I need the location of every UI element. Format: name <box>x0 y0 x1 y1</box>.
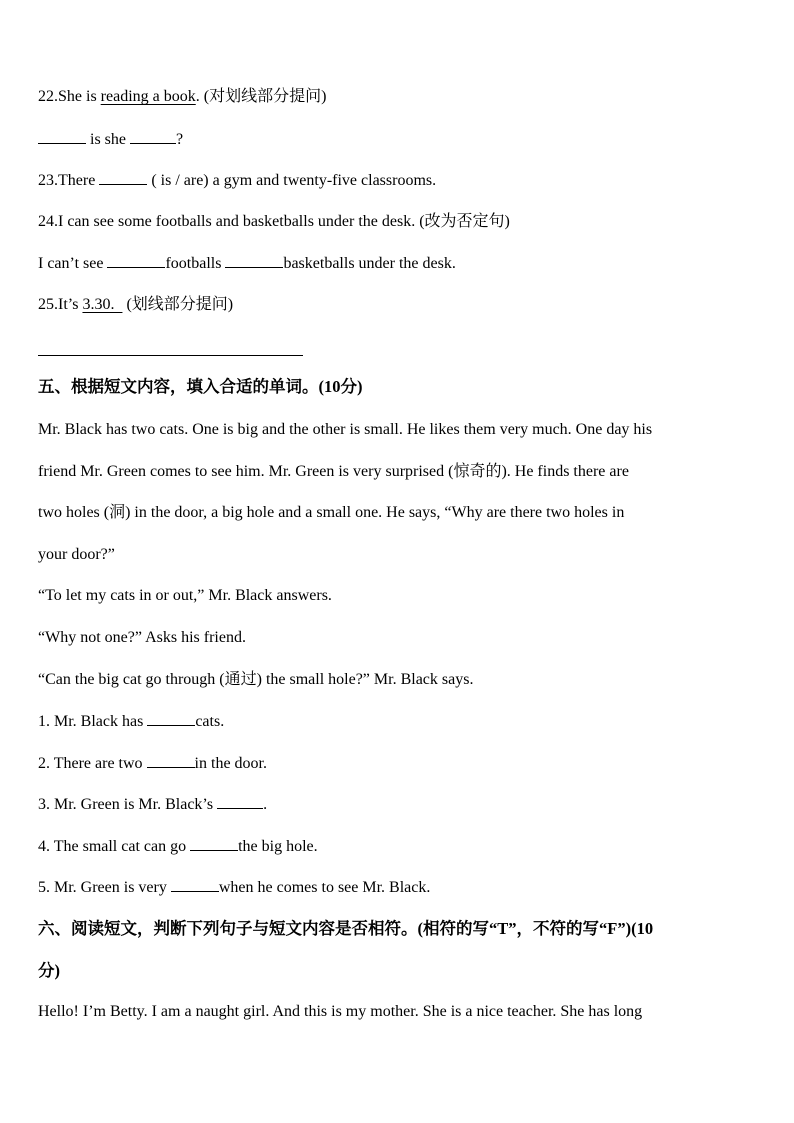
q25-instruction: (划线部分提问) <box>122 296 234 313</box>
answer-blank[interactable] <box>171 877 219 892</box>
question-24 <box>38 212 764 232</box>
section-5-heading: 五、根据短文内容，填入合适的单词。(10分) <box>38 377 363 396</box>
answer-blank[interactable] <box>107 253 165 268</box>
answer-blank[interactable] <box>147 753 195 768</box>
question-25 <box>38 295 764 315</box>
answer-blank[interactable] <box>217 794 263 809</box>
answer-blank[interactable] <box>190 836 238 851</box>
item-text-end: in the door. <box>194 755 267 772</box>
item-text-end: when he comes to see Mr. Black. <box>218 879 431 896</box>
passage-6-line: Hello! I’m Betty. I am a naught girl. And this is my mother. She is a nice teacher. She has long <box>38 1003 643 1020</box>
q22-instruction: . (对划线部分提问) <box>195 88 327 105</box>
q25-underlined: 3.30. <box>82 296 123 313</box>
passage-5-line: “To let my cats in or out,” Mr. Black answers. <box>38 587 332 604</box>
q23-rest: ( is / are) a gym and twenty-five classrooms. <box>147 172 437 189</box>
item-5-3 <box>38 794 764 815</box>
answer-blank[interactable] <box>147 711 195 726</box>
item-text: 1. Mr. Black has <box>38 713 148 730</box>
q24-text: 24.I can see some footballs and basketballs under the desk. (改为否定句) <box>38 213 510 230</box>
q22-answer-text: is she <box>90 131 130 148</box>
q24-answer-pre: I can’t see <box>38 255 108 272</box>
section-6-heading: 六、阅读短文，判断下列句子与短文内容是否相符。(相符的写“T”，不符的写“F”)(10 <box>38 919 654 938</box>
item-text: 4. The small cat can go <box>38 838 191 855</box>
answer-blank[interactable] <box>130 129 176 144</box>
item-5-4 <box>38 836 764 857</box>
question-23 <box>38 170 764 191</box>
item-5-5 <box>38 877 764 898</box>
passage-5-line: “Can the big cat go through (通过) the small hole?” Mr. Black says. <box>38 671 474 688</box>
item-text: 5. Mr. Green is very <box>38 879 171 896</box>
answer-blank[interactable] <box>38 129 86 144</box>
answer-blank[interactable] <box>225 253 283 268</box>
passage-5-line: friend Mr. Green comes to see him. Mr. Green is very surprised (惊奇的). He finds there are <box>38 463 629 480</box>
item-5-2 <box>38 753 764 774</box>
question-22-answer <box>38 129 764 150</box>
passage-5-line: “Why not one?” Asks his friend. <box>38 629 246 646</box>
q24-answer-end: basketballs under the desk. <box>283 255 456 272</box>
passage-5-line: two holes (洞) in the door, a big hole and a small one. He says, “Why are there two holes in <box>38 504 625 521</box>
item-text-end: cats. <box>195 713 225 730</box>
question-24-answer <box>38 253 764 274</box>
passage-5-line: Mr. Black has two cats. One is big and the other is small. He likes them very much. One day his <box>38 421 653 438</box>
section-6-heading-cont: 分) <box>38 961 60 980</box>
item-text: 3. Mr. Green is Mr. Black’s <box>38 796 218 813</box>
item-5-1 <box>38 711 764 732</box>
question-22 <box>38 87 764 107</box>
answer-blank[interactable] <box>99 170 147 185</box>
q22-prefix: 22. <box>38 88 58 105</box>
q23-text: 23.There <box>38 172 100 189</box>
passage-5-line: your door?” <box>38 546 115 563</box>
q22-text: She is <box>58 88 101 105</box>
answer-line[interactable] <box>38 355 303 356</box>
q22-underlined: reading a book <box>100 88 196 105</box>
item-text-end: . <box>263 796 268 813</box>
q25-text: 25.It’s <box>38 296 83 313</box>
q22-answer-end: ? <box>176 131 184 148</box>
item-text: 2. There are two <box>38 755 147 772</box>
item-text-end: the big hole. <box>238 838 318 855</box>
q24-answer-mid: footballs <box>165 255 226 272</box>
